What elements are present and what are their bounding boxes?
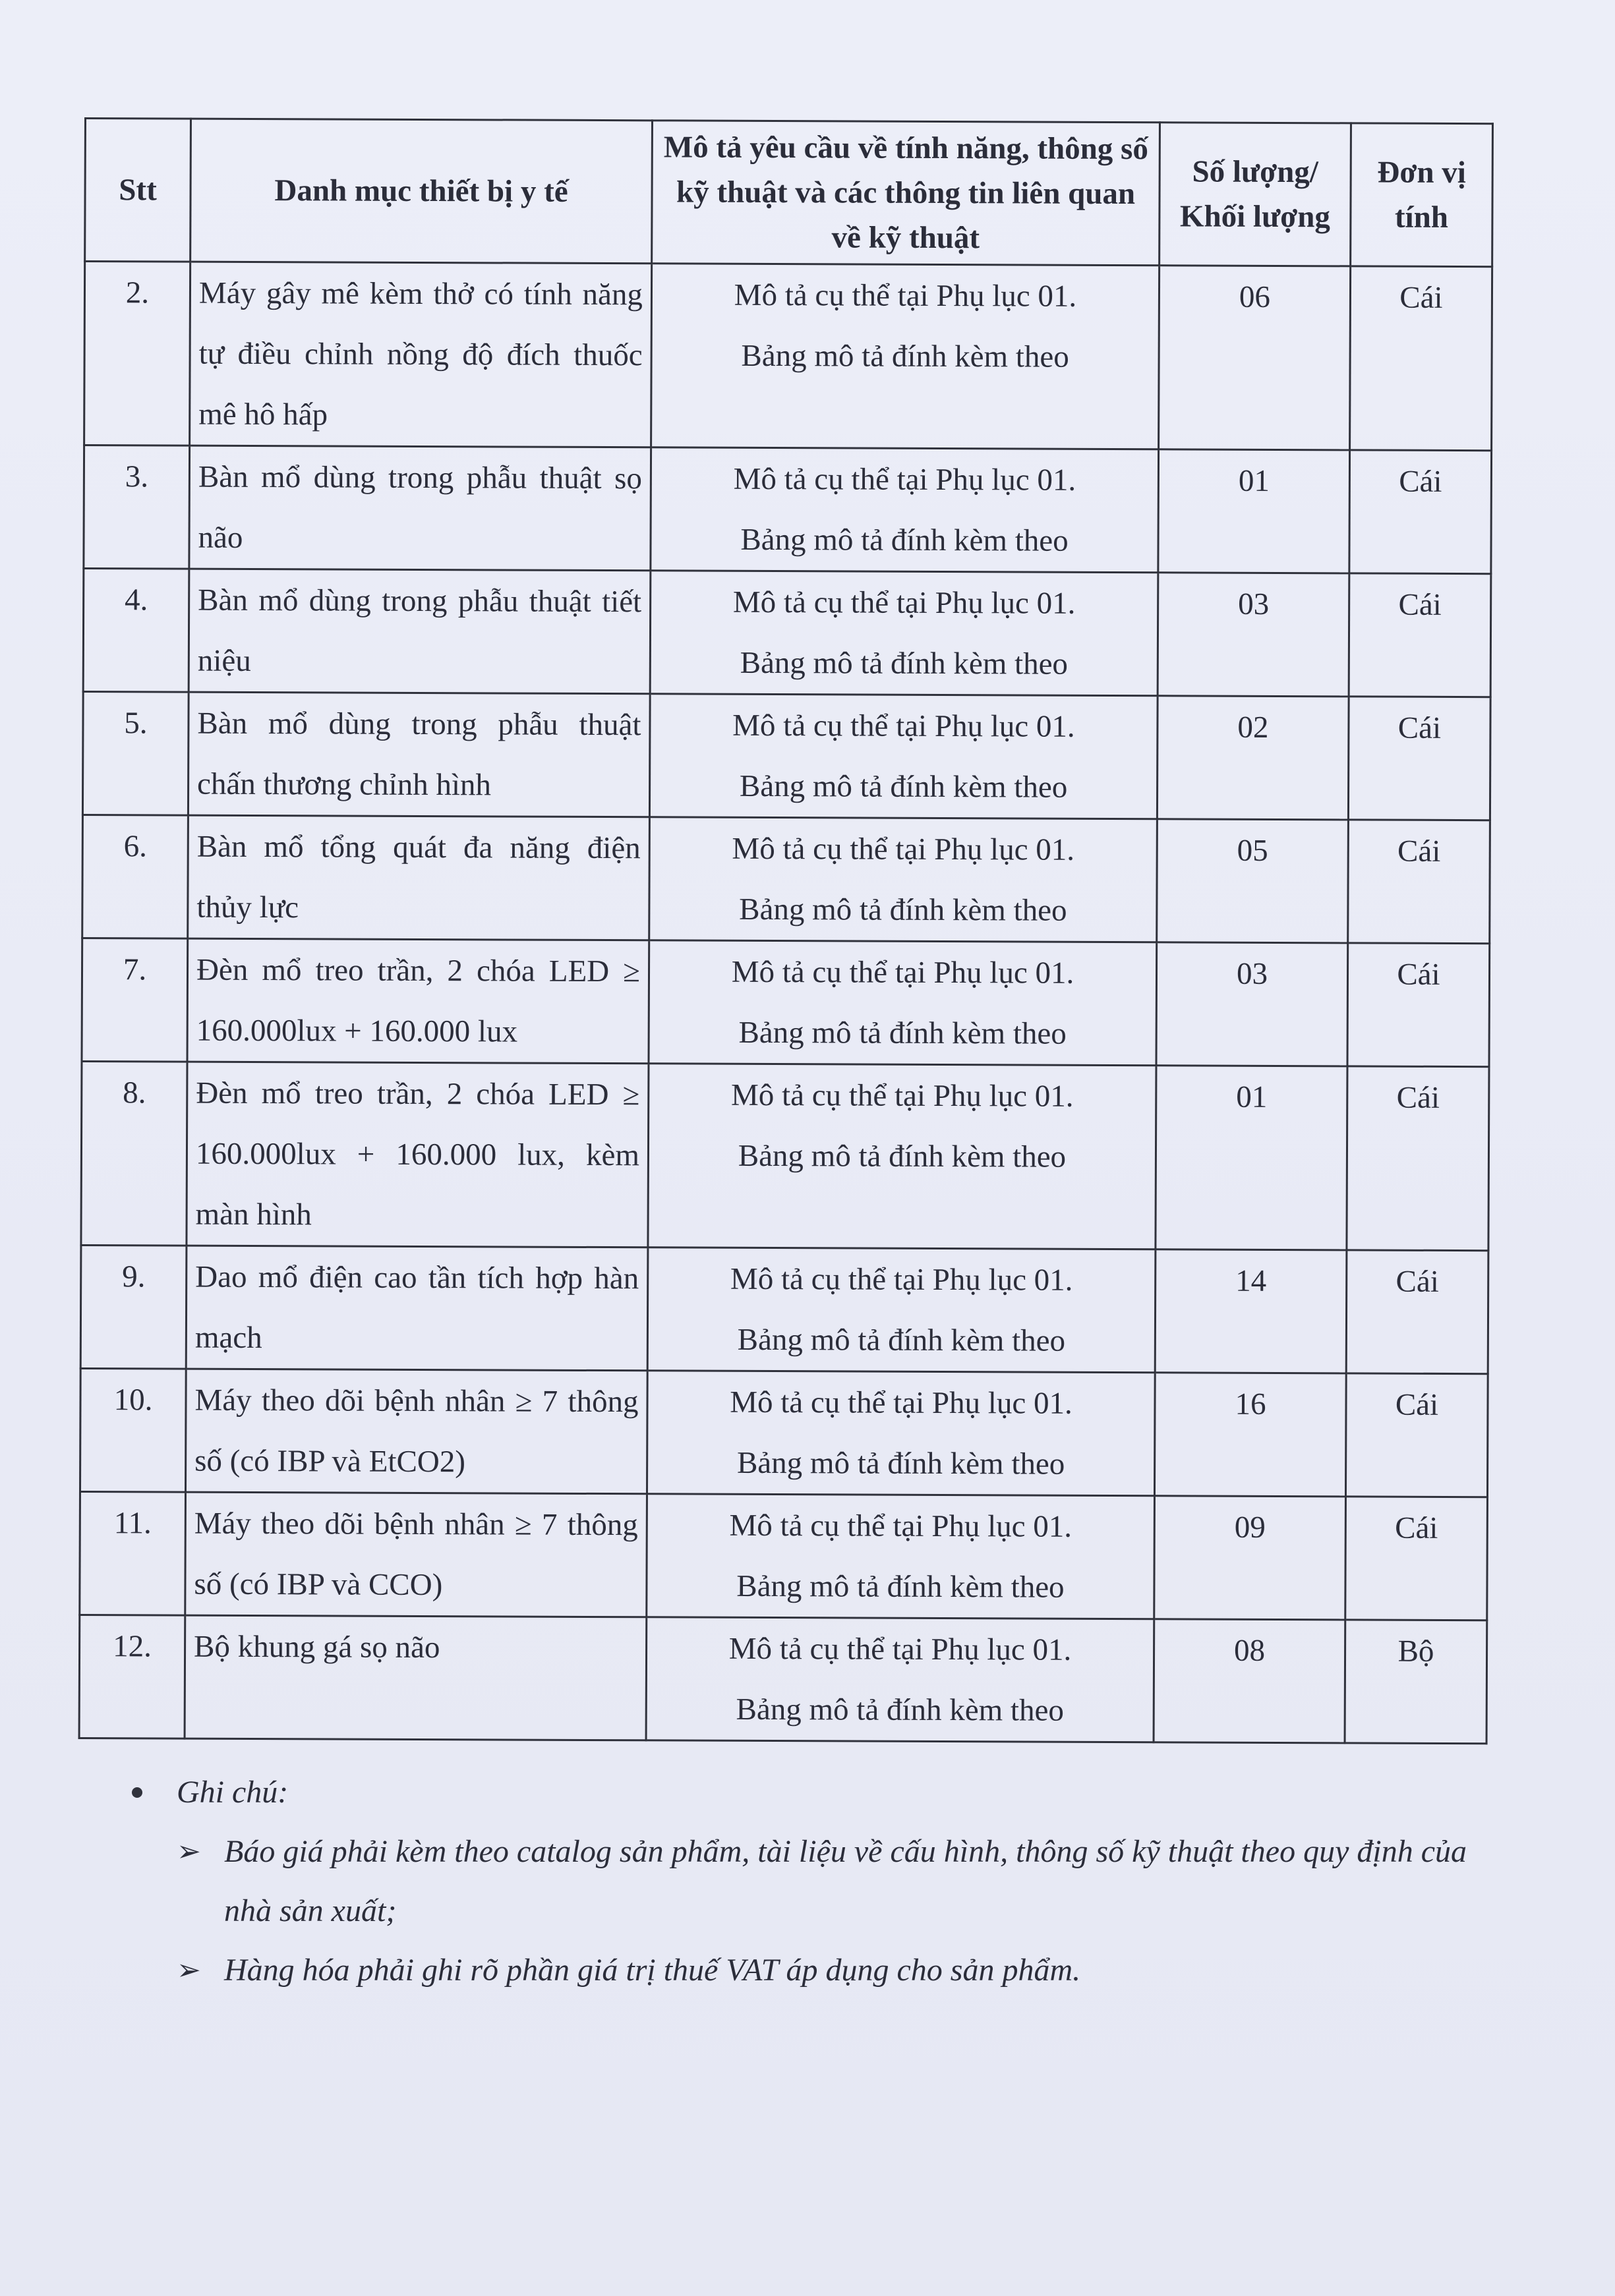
table-row bbox=[79, 1615, 1487, 1743]
row-unit: Cái bbox=[1349, 573, 1491, 697]
notes-section bbox=[125, 1763, 1510, 2000]
row-description bbox=[647, 1248, 1156, 1373]
row-stt: 11. bbox=[80, 1491, 186, 1615]
row-device-name: Bàn mổ tổng quát đa năng điện thủy lực bbox=[188, 815, 650, 940]
row-device-name: Bàn mổ dùng trong phẫu thuật sọ não bbox=[189, 445, 651, 571]
row-quantity: 16 bbox=[1154, 1373, 1346, 1497]
row-unit: Cái bbox=[1345, 1373, 1488, 1497]
table-header-row bbox=[85, 119, 1493, 267]
description-line: Mô tả cụ thể tại Phụ lục 01. bbox=[734, 277, 1077, 314]
row-description bbox=[649, 817, 1158, 942]
row-description bbox=[646, 1617, 1154, 1742]
bullet-icon bbox=[132, 1787, 142, 1798]
row-device-name: Máy gây mê kèm thở có tính năng tự điều chỉnh nồng độ đích thuốc mê hô hấp bbox=[190, 262, 652, 447]
table-row bbox=[82, 938, 1490, 1066]
description-attachment-line: Bảng mô tả đính kèm theo bbox=[741, 338, 1069, 374]
description-attachment-line: Bảng mô tả đính kèm theo bbox=[740, 645, 1069, 681]
table-row bbox=[80, 1368, 1488, 1497]
row-quantity: 03 bbox=[1156, 942, 1348, 1066]
note-item bbox=[125, 1822, 1510, 1941]
row-description bbox=[647, 1494, 1155, 1619]
row-quantity: 03 bbox=[1158, 573, 1349, 697]
row-stt: 5. bbox=[82, 691, 189, 815]
row-unit: Bộ bbox=[1345, 1620, 1487, 1744]
row-device-name: Bộ khung gá sọ não bbox=[185, 1615, 647, 1740]
row-stt: 3. bbox=[84, 445, 190, 569]
row-description bbox=[650, 571, 1158, 696]
row-unit: Cái bbox=[1348, 697, 1490, 820]
note-text: Hàng hóa phải ghi rõ phần giá trị thuế VAT áp dụng cho sản phẩm. bbox=[224, 1953, 1081, 1988]
row-device-name: Dao mổ điện cao tần tích hợp hàn mạch bbox=[186, 1246, 648, 1371]
description-line: Mô tả cụ thể tại Phụ lục 01. bbox=[730, 1077, 1074, 1114]
row-device-name: Bàn mổ dùng trong phẫu thuật tiết niệu bbox=[189, 569, 651, 694]
row-stt: 12. bbox=[79, 1615, 185, 1738]
arrow-bullet-icon: ➢ bbox=[177, 1835, 201, 1868]
equipment-table bbox=[78, 117, 1494, 1744]
header-desc: Mô tả yêu cầu về tính năng, thông số kỹ thuật và các thông tin liên quan về kỹ thuật bbox=[652, 121, 1160, 266]
description-attachment-line: Bảng mô tả đính kèm theo bbox=[738, 1138, 1067, 1174]
row-device-name: Máy theo dõi bệnh nhân ≥ 7 thông số (có IBP và CCO) bbox=[185, 1492, 647, 1617]
row-unit: Cái bbox=[1347, 1066, 1489, 1251]
row-unit: Cái bbox=[1346, 1250, 1488, 1374]
row-quantity: 09 bbox=[1154, 1496, 1346, 1620]
row-quantity: 02 bbox=[1157, 696, 1349, 820]
row-quantity: 01 bbox=[1158, 449, 1350, 573]
header-stt: Stt bbox=[85, 119, 191, 262]
row-stt: 4. bbox=[83, 569, 189, 693]
row-description bbox=[651, 264, 1160, 449]
notes-heading: Ghi chú: bbox=[177, 1775, 289, 1810]
table-row bbox=[82, 815, 1490, 943]
row-description bbox=[648, 1064, 1156, 1249]
table-row bbox=[81, 1061, 1489, 1250]
header-qty: Số lượng/ Khối lượng bbox=[1160, 123, 1351, 266]
description-line: Mô tả cụ thể tại Phụ lục 01. bbox=[730, 1261, 1073, 1298]
row-quantity: 08 bbox=[1154, 1619, 1345, 1743]
notes-heading-line bbox=[125, 1763, 1510, 1822]
table-row bbox=[84, 262, 1492, 451]
description-attachment-line: Bảng mô tả đính kèm theo bbox=[740, 522, 1069, 558]
description-attachment-line: Bảng mô tả đính kèm theo bbox=[736, 1445, 1065, 1481]
description-line: Mô tả cụ thể tại Phụ lục 01. bbox=[730, 1385, 1072, 1421]
row-quantity: 06 bbox=[1159, 266, 1351, 450]
description-line: Mô tả cụ thể tại Phụ lục 01. bbox=[732, 585, 1076, 621]
row-device-name: Bàn mổ dùng trong phẫu thuật chấn thương chỉnh hình bbox=[188, 692, 650, 817]
table-row bbox=[80, 1491, 1488, 1620]
row-description bbox=[649, 940, 1157, 1066]
description-line: Mô tả cụ thể tại Phụ lục 01. bbox=[733, 461, 1076, 498]
row-quantity: 05 bbox=[1157, 819, 1349, 943]
description-attachment-line: Bảng mô tả đính kèm theo bbox=[737, 1322, 1066, 1358]
row-device-name: Đèn mổ treo trần, 2 chóa LED ≥ 160.000lux + 160.000 lux, kèm màn hình bbox=[187, 1062, 649, 1248]
description-line: Mô tả cụ thể tại Phụ lục 01. bbox=[729, 1508, 1072, 1544]
row-description bbox=[647, 1371, 1155, 1496]
note-text: Báo giá phải kèm theo catalog sản phẩm, tài liệu về cấu hình, thông số kỹ thuật theo quy định của nhà sản xuất; bbox=[224, 1834, 1467, 1928]
header-unit: Đơn vị tính bbox=[1351, 123, 1493, 267]
description-line: Mô tả cụ thể tại Phụ lục 01. bbox=[732, 708, 1075, 744]
description-attachment-line: Bảng mô tả đính kèm theo bbox=[736, 1568, 1065, 1605]
row-unit: Cái bbox=[1349, 450, 1492, 574]
row-description bbox=[651, 447, 1159, 573]
header-name: Danh mục thiết bị y tế bbox=[191, 119, 653, 264]
description-line: Mô tả cụ thể tại Phụ lục 01. bbox=[732, 831, 1075, 867]
row-stt: 10. bbox=[80, 1368, 186, 1492]
row-stt: 9. bbox=[80, 1245, 187, 1369]
description-line: Mô tả cụ thể tại Phụ lục 01. bbox=[728, 1631, 1072, 1667]
description-line: Mô tả cụ thể tại Phụ lục 01. bbox=[731, 954, 1074, 990]
row-unit: Cái bbox=[1345, 1497, 1488, 1621]
table-row bbox=[83, 569, 1491, 697]
row-unit: Cái bbox=[1347, 943, 1490, 1067]
note-item bbox=[125, 1941, 1510, 2000]
row-device-name: Máy theo dõi bệnh nhân ≥ 7 thông số (có IBP và EtCO2) bbox=[185, 1369, 647, 1494]
row-stt: 7. bbox=[82, 938, 188, 1062]
row-stt: 6. bbox=[82, 815, 189, 938]
description-attachment-line: Bảng mô tả đính kèm theo bbox=[739, 768, 1068, 805]
row-stt: 2. bbox=[84, 262, 191, 446]
row-quantity: 01 bbox=[1156, 1066, 1347, 1250]
row-unit: Cái bbox=[1348, 820, 1490, 944]
row-unit: Cái bbox=[1350, 266, 1492, 451]
description-attachment-line: Bảng mô tả đính kèm theo bbox=[736, 1692, 1064, 1728]
description-attachment-line: Bảng mô tả đính kèm theo bbox=[739, 892, 1067, 928]
table-row bbox=[84, 445, 1492, 574]
table-row bbox=[82, 691, 1490, 820]
row-quantity: 14 bbox=[1155, 1249, 1347, 1373]
table-row bbox=[80, 1245, 1488, 1373]
row-stt: 8. bbox=[81, 1061, 187, 1246]
arrow-bullet-icon: ➢ bbox=[177, 1954, 201, 1986]
row-description bbox=[649, 694, 1158, 819]
description-attachment-line: Bảng mô tả đính kèm theo bbox=[738, 1015, 1067, 1051]
row-device-name: Đèn mổ treo trần, 2 chóa LED ≥ 160.000lux + 160.000 lux bbox=[187, 938, 649, 1064]
